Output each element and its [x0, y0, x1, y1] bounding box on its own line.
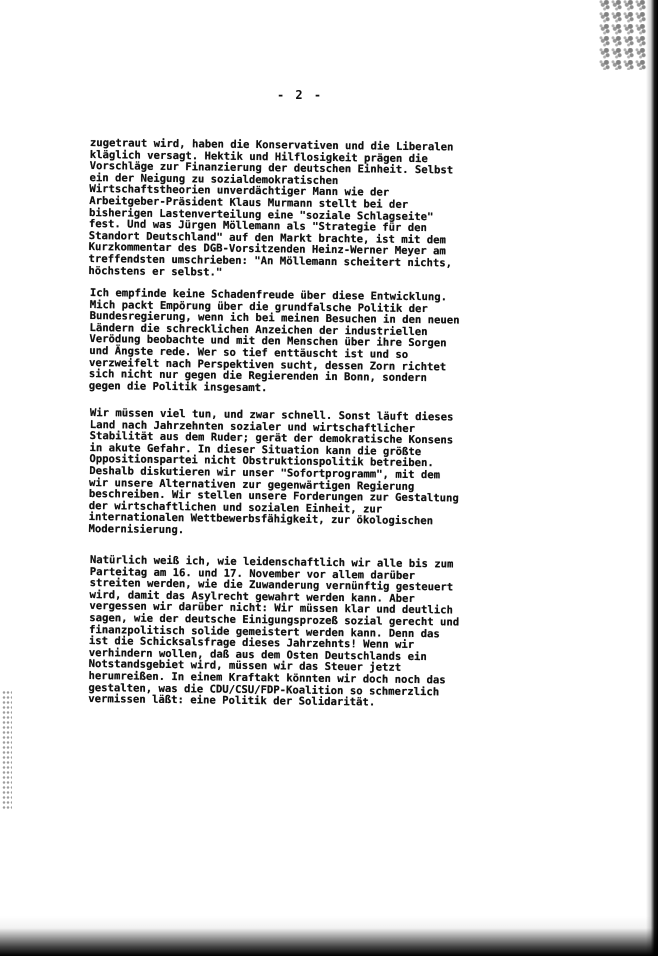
paragraph-1: zugetraut wird, haben die Konservativen und die Liberalen kläglich versagt. Hektik und Hilflosigkeit prägen die Vorschläge zur Finanzierung der deutschen Einheit. Selbst ein der Neigung zu sozialdemokratischen Wirtschaftstheorien unverdächtiger Mann wie der Arbeitgeber-Präsident Klaus Murmann stellt bei der bisherigen Lastenverteilung eine "soziale Schlagseite" fest. Und was Jürgen Möllemann als "Strategie für den Standort Deutschland" auf den Markt brachte, ist mit dem Kurzkommentar des DGB-Vorsitzenden Heinz-Werner Meyer am treffendsten umschrieben: "An Möllemann scheitert nichts, höchstens er selbst." [88, 137, 454, 279]
scan-shadow-bottom-edge [0, 916, 658, 956]
paragraph-4: Natürlich weiß ich, wie leidenschaftlich wir alle bis zum Parteitag am 16. und 17. November vor allem darüber streiten werden, wie die Zuwanderung vernünftig gesteuert wird, damit das Asylrecht gewahrt werden kann. Aber vergessen wir darüber nicht: Wir müssen klar und deutlich sagen, wie der deutsche Einigungsprozeß sozial gerecht und finanzpolitisch solide gemeistert werden kann. Denn das ist die Schicksalsfrage dieses Jahrzehnts! Wenn wir verhindern wollen, daß aus dem Osten Deutschlands ein Notstandsgebiet wird, müssen wir das Steuer jetzt herumreißen. In einem Kraftakt könnten wir doch noch das gestalten, was die CDU/CSU/FDP-Koalition so schmerzlich vermissen läßt: eine Politik der Solidarität. [88, 554, 460, 709]
paragraph-3: Wir müssen viel tun, und zwar schnell. Sonst läuft dieses Land nach Jahrzehnten sozialer und wirtschaftlicher Stabilität aus dem Ruder; gerät der demokratische Konsens in akute Gefahr. In dieser Situation kann die größte Oppositionspartei nicht Obstruktionspolitik betreiben. Deshalb diskutieren wir unser "Sofortprogramm", mit dem wir unsere Alternativen zur gegenwärtigen Regierung beschreiben. Wir stellen unsere Forderungen zur Gestaltung der wirtschaftlichen und sozialen Einheit, zur internationalen Wettbewerbsfähigkeit, zur ökologischen Modernisierung. [88, 407, 459, 537]
scan-noise-top-right [598, 0, 646, 70]
scan-noise-left-margin [2, 690, 12, 810]
page-number: - 2 - [276, 88, 324, 102]
paragraph-2: Ich empfinde keine Schadenfreude über diese Entwicklung. Mich packt Empörung über die grundfalsche Politik der Bundesregierung, wenn ich bei meinen Besuchen in den neuen Ländern die schrecklichen Anzeichen der industriellen Verödung beobachte und mit den Menschen über ihre Sorgen und Ängste rede. Wer so tief enttäuscht ist und so verzweifelt nach Perspektiven sucht, dessen Zorn richtet sich nicht nur gegen die Regierenden in Bonn, sondern gegen die Politik insgesamt. [88, 287, 460, 394]
scan-shadow-right-edge [646, 0, 658, 956]
